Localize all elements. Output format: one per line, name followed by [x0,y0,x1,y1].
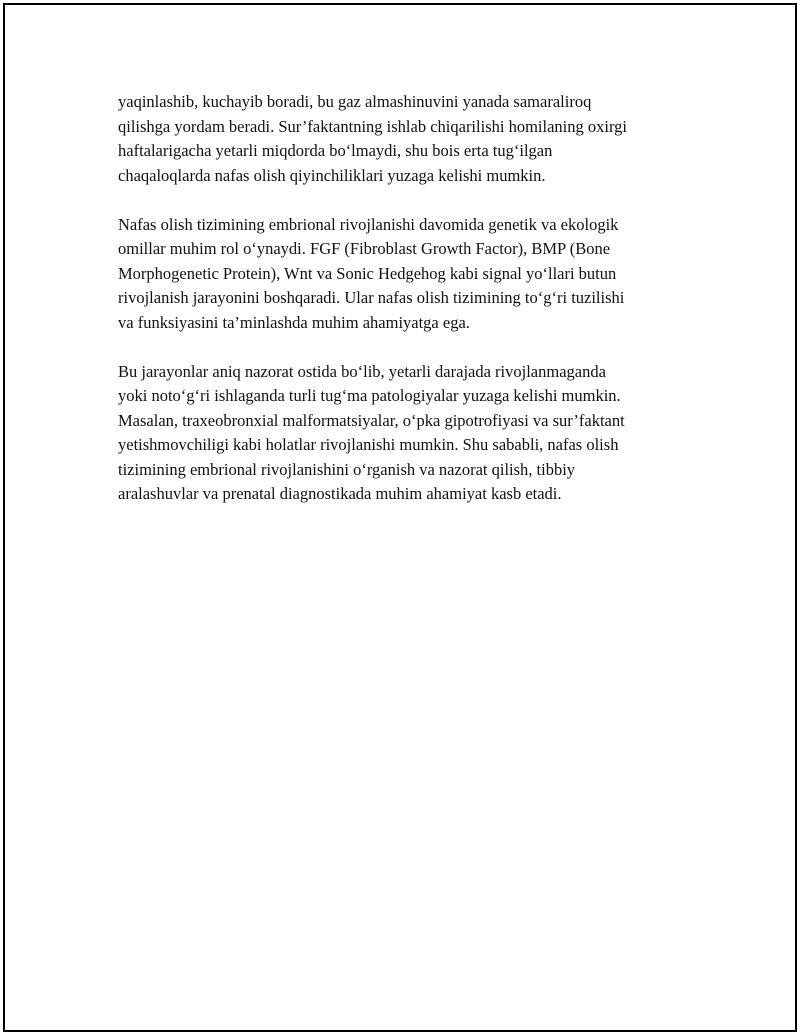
text-line: aralashuvlar va prenatal diagnostikada muhim ahamiyat kasb etadi. [118,484,562,503]
document-body [118,90,698,531]
text-line: va funksiyasini ta’minlashda muhim ahamiyatga ega. [118,312,470,332]
text-line: Nafas olish tizimining embrional rivojlanishi davomida genetik va ekologik [118,214,619,234]
paragraph [118,90,698,188]
text-line: omillar muhim rol o‘ynaydi. FGF (Fibroblast Growth Factor), BMP (Bone [118,239,611,258]
text-line: rivojlanish jarayonini boshqaradi. Ular nafas olish tizimining to‘g‘ri tuzilishi [118,288,625,307]
text-line: yoki noto‘g‘ri ishlaganda turli tug‘ma patologiyalar yuzaga kelishi mumkin. [118,386,621,405]
text-line: Bu jarayonlar aniq nazorat ostida bo‘lib, yetarli darajada rivojlanmaganda [118,361,606,381]
text-line: haftalarigacha yetarli miqdorda bo‘lmaydi, shu bois erta tug‘ilgan [118,141,553,160]
text-line: tizimining embrional rivojlanishini o‘rganish va nazorat qilish, tibbiy [118,459,576,479]
paragraph [118,360,698,507]
text-line: Morphogenetic Protein), Wnt va Sonic Hedgehog kabi signal yo‘llari butun [118,263,617,283]
text-line: yetishmovchiligi kabi holatlar rivojlanishi mumkin. Shu sababli, nafas olish [118,435,619,454]
paragraph [118,213,698,336]
text-line: chaqaloqlarda nafas olish qiyinchiliklari yuzaga kelishi mumkin. [118,165,546,185]
text-line: Masalan, traxeobronxial malformatsiyalar, o‘pka gipotrofiyasi va sur’faktant [118,410,625,430]
text-line: yaqinlashib, kuchayib boradi, bu gaz almashinuvini yanada samaraliroq [118,92,592,111]
text-line: qilishga yordam beradi. Sur’faktantning ishlab chiqarilishi homilaning oxirgi [118,116,627,136]
